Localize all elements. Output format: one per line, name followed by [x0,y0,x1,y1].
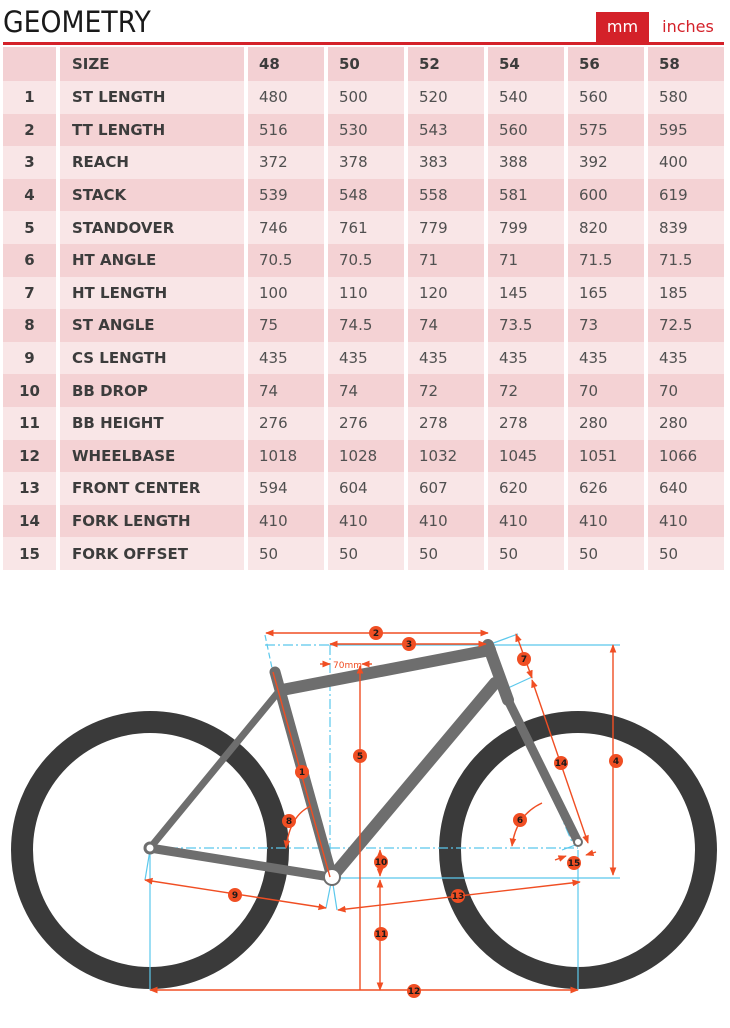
row-value: 75 [248,309,324,342]
row-value: 435 [248,342,324,375]
header-size-50: 50 [328,47,404,81]
row-value: 640 [648,472,724,505]
table-row [3,146,724,179]
row-value: 560 [568,81,644,114]
svg-text:13: 13 [451,892,465,902]
row-value: 280 [568,407,644,440]
unit-toggle-mm[interactable]: mm [596,12,649,42]
row-label: STANDOVER [60,211,244,244]
table-row [3,81,724,114]
row-number: 12 [3,440,56,473]
row-value: 1045 [488,440,564,473]
row-label: HT ANGLE [60,244,244,277]
row-number: 9 [3,342,56,375]
table-row [3,309,724,342]
svg-text:3: 3 [405,640,413,650]
table-row [3,277,724,310]
row-value: 50 [408,537,484,570]
row-value: 604 [328,472,404,505]
table-row [3,505,724,538]
row-value: 435 [648,342,724,375]
svg-text:9: 9 [231,891,239,901]
row-value: 74.5 [328,309,404,342]
svg-text:14: 14 [554,759,568,769]
row-value: 558 [408,179,484,212]
row-value: 50 [488,537,564,570]
row-number: 13 [3,472,56,505]
row-number: 1 [3,81,56,114]
row-value: 410 [328,505,404,538]
row-value: 410 [488,505,564,538]
row-value: 73 [568,309,644,342]
badge-12 [407,984,421,998]
header-size-48: 48 [248,47,324,81]
unit-toggle-inches[interactable]: inches [662,17,714,36]
header-divider [3,42,724,45]
row-label: FORK LENGTH [60,505,244,538]
row-value: 581 [488,179,564,212]
bike-geometry-diagram [0,600,730,1024]
table-row [3,472,724,505]
row-label: FRONT CENTER [60,472,244,505]
row-value: 378 [328,146,404,179]
badge-3 [402,637,416,651]
row-value: 110 [328,277,404,310]
svg-text:8: 8 [285,817,293,827]
row-label: BB DROP [60,374,244,407]
row-value: 383 [408,146,484,179]
row-value: 594 [248,472,324,505]
row-number: 14 [3,505,56,538]
row-value: 548 [328,179,404,212]
row-value: 70 [568,374,644,407]
row-value: 72 [408,374,484,407]
row-value: 746 [248,211,324,244]
badge-11 [374,927,388,941]
row-value: 1032 [408,440,484,473]
svg-text:11: 11 [374,930,388,940]
row-value: 1051 [568,440,644,473]
row-value: 145 [488,277,564,310]
row-value: 620 [488,472,564,505]
header-size-52: 52 [408,47,484,81]
row-value: 435 [328,342,404,375]
row-value: 73.5 [488,309,564,342]
row-number: 5 [3,211,56,244]
row-value: 70.5 [328,244,404,277]
svg-text:12: 12 [407,987,421,997]
row-label: TT LENGTH [60,114,244,147]
row-value: 435 [408,342,484,375]
svg-text:5: 5 [356,752,364,762]
row-number: 10 [3,374,56,407]
badge-14 [554,756,568,770]
row-label: ST ANGLE [60,309,244,342]
row-value: 100 [248,277,324,310]
row-value: 278 [408,407,484,440]
row-value: 575 [568,114,644,147]
row-value: 372 [248,146,324,179]
table-row [3,407,724,440]
row-value: 560 [488,114,564,147]
header-num-cell [3,47,56,81]
row-value: 779 [408,211,484,244]
table-row [3,537,724,570]
row-number: 15 [3,537,56,570]
row-label: REACH [60,146,244,179]
row-value: 50 [648,537,724,570]
row-value: 185 [648,277,724,310]
row-value: 278 [488,407,564,440]
row-value: 839 [648,211,724,244]
row-value: 74 [408,309,484,342]
row-value: 71.5 [648,244,724,277]
svg-text:2: 2 [372,629,380,639]
row-value: 120 [408,277,484,310]
row-value: 276 [328,407,404,440]
row-value: 1028 [328,440,404,473]
svg-text:6: 6 [516,816,524,826]
row-value: 50 [568,537,644,570]
row-value: 74 [328,374,404,407]
header-size-label: SIZE [60,47,244,81]
badge-15 [567,856,581,870]
row-value: 1066 [648,440,724,473]
row-label: FORK OFFSET [60,537,244,570]
row-value: 71.5 [568,244,644,277]
svg-text:4: 4 [612,757,620,767]
row-value: 540 [488,81,564,114]
row-value: 410 [568,505,644,538]
svg-text:7: 7 [520,655,528,665]
svg-text:1: 1 [298,768,306,778]
row-label: ST LENGTH [60,81,244,114]
row-value: 626 [568,472,644,505]
table-row [3,244,724,277]
row-value: 71 [488,244,564,277]
row-value: 539 [248,179,324,212]
row-value: 820 [568,211,644,244]
row-value: 70 [648,374,724,407]
row-value: 600 [568,179,644,212]
row-value: 516 [248,114,324,147]
row-value: 276 [248,407,324,440]
row-number: 6 [3,244,56,277]
row-value: 165 [568,277,644,310]
badge-8 [282,814,296,828]
row-number: 7 [3,277,56,310]
geometry-header [0,0,724,44]
row-number: 4 [3,179,56,212]
row-value: 72.5 [648,309,724,342]
table-row [3,114,724,147]
table-row [3,374,724,407]
header-size-58: 58 [648,47,724,81]
table-row [3,342,724,375]
geometry-table [0,47,728,570]
row-number: 11 [3,407,56,440]
header-size-54: 54 [488,47,564,81]
row-number: 2 [3,114,56,147]
table-row [3,179,724,212]
annotation-70mm: 70mm [333,661,362,671]
row-label: WHEELBASE [60,440,244,473]
row-value: 50 [328,537,404,570]
table-header-row [3,47,724,81]
row-value: 607 [408,472,484,505]
badge-7 [517,652,531,666]
row-value: 70.5 [248,244,324,277]
row-value: 530 [328,114,404,147]
svg-text:15: 15 [567,859,581,869]
row-number: 3 [3,146,56,179]
badge-6 [513,813,527,827]
page-title: GEOMETRY [3,5,151,39]
badge-2 [369,626,383,640]
row-value: 799 [488,211,564,244]
row-label: HT LENGTH [60,277,244,310]
row-value: 435 [568,342,644,375]
row-value: 520 [408,81,484,114]
row-value: 580 [648,81,724,114]
header-size-56: 56 [568,47,644,81]
row-value: 410 [408,505,484,538]
badge-9 [228,888,242,902]
row-value: 400 [648,146,724,179]
badge-10 [374,855,388,869]
row-value: 71 [408,244,484,277]
row-value: 1018 [248,440,324,473]
badge-5 [353,749,367,763]
bike-frame [145,645,582,885]
row-value: 619 [648,179,724,212]
row-value: 500 [328,81,404,114]
row-value: 392 [568,146,644,179]
badge-13 [451,889,465,903]
row-value: 410 [648,505,724,538]
table-row [3,440,724,473]
svg-text:10: 10 [374,858,388,868]
row-label: CS LENGTH [60,342,244,375]
row-value: 388 [488,146,564,179]
row-value: 74 [248,374,324,407]
row-value: 543 [408,114,484,147]
row-label: BB HEIGHT [60,407,244,440]
badge-4 [609,754,623,768]
row-number: 8 [3,309,56,342]
row-value: 50 [248,537,324,570]
row-value: 72 [488,374,564,407]
row-value: 280 [648,407,724,440]
row-label: STACK [60,179,244,212]
row-value: 410 [248,505,324,538]
row-value: 595 [648,114,724,147]
row-value: 435 [488,342,564,375]
row-value: 480 [248,81,324,114]
row-value: 761 [328,211,404,244]
table-row [3,211,724,244]
badge-1 [295,765,309,779]
